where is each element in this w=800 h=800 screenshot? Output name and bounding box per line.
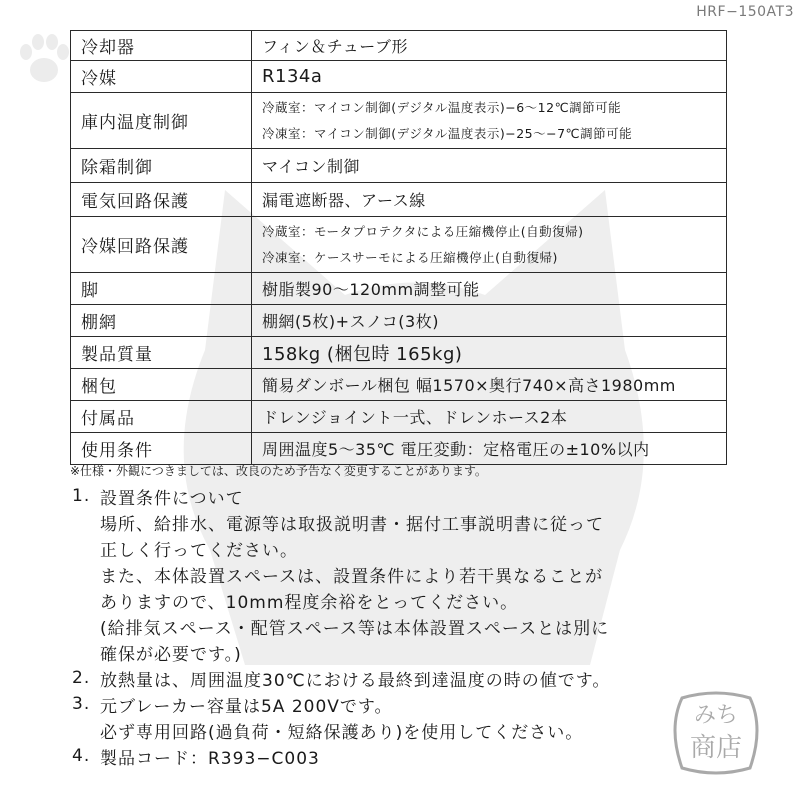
spec-value: 漏電遮断器、アース線 [252, 183, 727, 217]
spec-label: 庫内温度制御 [71, 93, 252, 149]
note-item [72, 668, 692, 694]
note-line: 場所、給排水、電源等は取扱説明書・据付工事説明書に従って [100, 515, 604, 535]
spec-row-defrost [71, 149, 727, 183]
note-line: 正しく行ってください。 [100, 541, 298, 561]
note-item [72, 486, 692, 668]
note-line: 設置条件について [100, 489, 244, 509]
note-line: 製品コード：R393−C003 [100, 749, 320, 769]
spec-table [70, 30, 727, 465]
note-number: 1. [72, 486, 91, 506]
spec-label: 冷媒 [71, 61, 252, 93]
spec-value [252, 93, 727, 149]
spec-row-refrigerant-protection [71, 217, 727, 273]
note-line: また、本体設置スペースは、設置条件により若干異なることが [100, 567, 604, 587]
spec-row-accessories [71, 401, 727, 433]
spec-label: 冷却器 [71, 31, 252, 61]
paw-print-icon [14, 30, 74, 90]
spec-value-line: 冷凍室：ケースサーモによる圧縮機停止(自動復帰) [262, 249, 558, 265]
spec-row-operating-conditions [71, 433, 727, 465]
note-item [72, 746, 692, 772]
spec-value: ドレンジョイント一式、ドレンホース2本 [252, 401, 727, 433]
spec-label: 冷媒回路保護 [71, 217, 252, 273]
spec-value: 棚網(5枚)+スノコ(3枚) [252, 305, 727, 337]
note-line: ありますので、10mm程度余裕をとってください。 [100, 593, 519, 613]
note-line: 放熱量は、周囲温度30℃における最終到達温度の時の値です。 [100, 671, 611, 691]
spec-value: 周囲温度5〜35℃ 電圧変動：定格電圧の±10%以内 [252, 433, 727, 465]
spec-row-cooler [71, 31, 727, 61]
note-number: 4. [72, 746, 91, 766]
spec-label: 棚網 [71, 305, 252, 337]
spec-label: 電気回路保護 [71, 183, 252, 217]
spec-row-weight [71, 337, 727, 369]
spec-label: 製品質量 [71, 337, 252, 369]
spec-row-refrigerant [71, 61, 727, 93]
spec-value: マイコン制御 [252, 149, 727, 183]
model-code: HRF−150AT3 [696, 4, 794, 20]
notes-list [72, 486, 692, 772]
spec-value: 簡易ダンボール梱包 幅1570×奥行740×高さ1980mm [252, 369, 727, 401]
spec-value-line: 冷凍室：マイコン制御(デジタル温度表示)−25〜−7℃調節可能 [262, 125, 633, 141]
note-line: (給排気スペース・配管スペース等は本体設置スペースとは別に [100, 619, 610, 639]
spec-row-shelves [71, 305, 727, 337]
spec-label: 使用条件 [71, 433, 252, 465]
spec-label: 除霜制御 [71, 149, 252, 183]
svg-text:みち: みち [693, 703, 739, 728]
spec-label: 脚 [71, 273, 252, 305]
spec-value-line: 冷蔵室：マイコン制御(デジタル温度表示)−6〜12℃調節可能 [262, 99, 622, 115]
note-number: 3. [72, 694, 91, 714]
spec-value [252, 217, 727, 273]
note-item [72, 694, 692, 746]
spec-row-temperature-control [71, 93, 727, 149]
spec-row-packaging [71, 369, 727, 401]
spec-row-legs [71, 273, 727, 305]
svg-text:商店: 商店 [689, 733, 743, 763]
spec-value: 樹脂製90〜120mm調整可能 [252, 273, 727, 305]
spec-label: 梱包 [71, 369, 252, 401]
note-number: 2. [72, 668, 91, 688]
spec-row-circuit-protection [71, 183, 727, 217]
note-line: 必ず専用回路(過負荷・短絡保護あり)を使用してください。 [100, 723, 584, 743]
spec-value-line: 冷蔵室：モータプロテクタによる圧縮機停止(自動復帰) [262, 223, 584, 239]
note-line: 元ブレーカー容量は5A 200Vです。 [100, 697, 393, 717]
note-line: 確保が必要です。) [100, 645, 242, 665]
spec-value: 158kg (梱包時 165kg) [252, 337, 727, 369]
spec-value: フィン＆チューブ形 [252, 31, 727, 61]
shop-seal-stamp [662, 684, 770, 780]
disclaimer: ※仕様・外観につきましては、改良のため予告なく変更することがあります。 [70, 464, 487, 478]
spec-value: R134a [252, 61, 727, 93]
spec-label: 付属品 [71, 401, 252, 433]
